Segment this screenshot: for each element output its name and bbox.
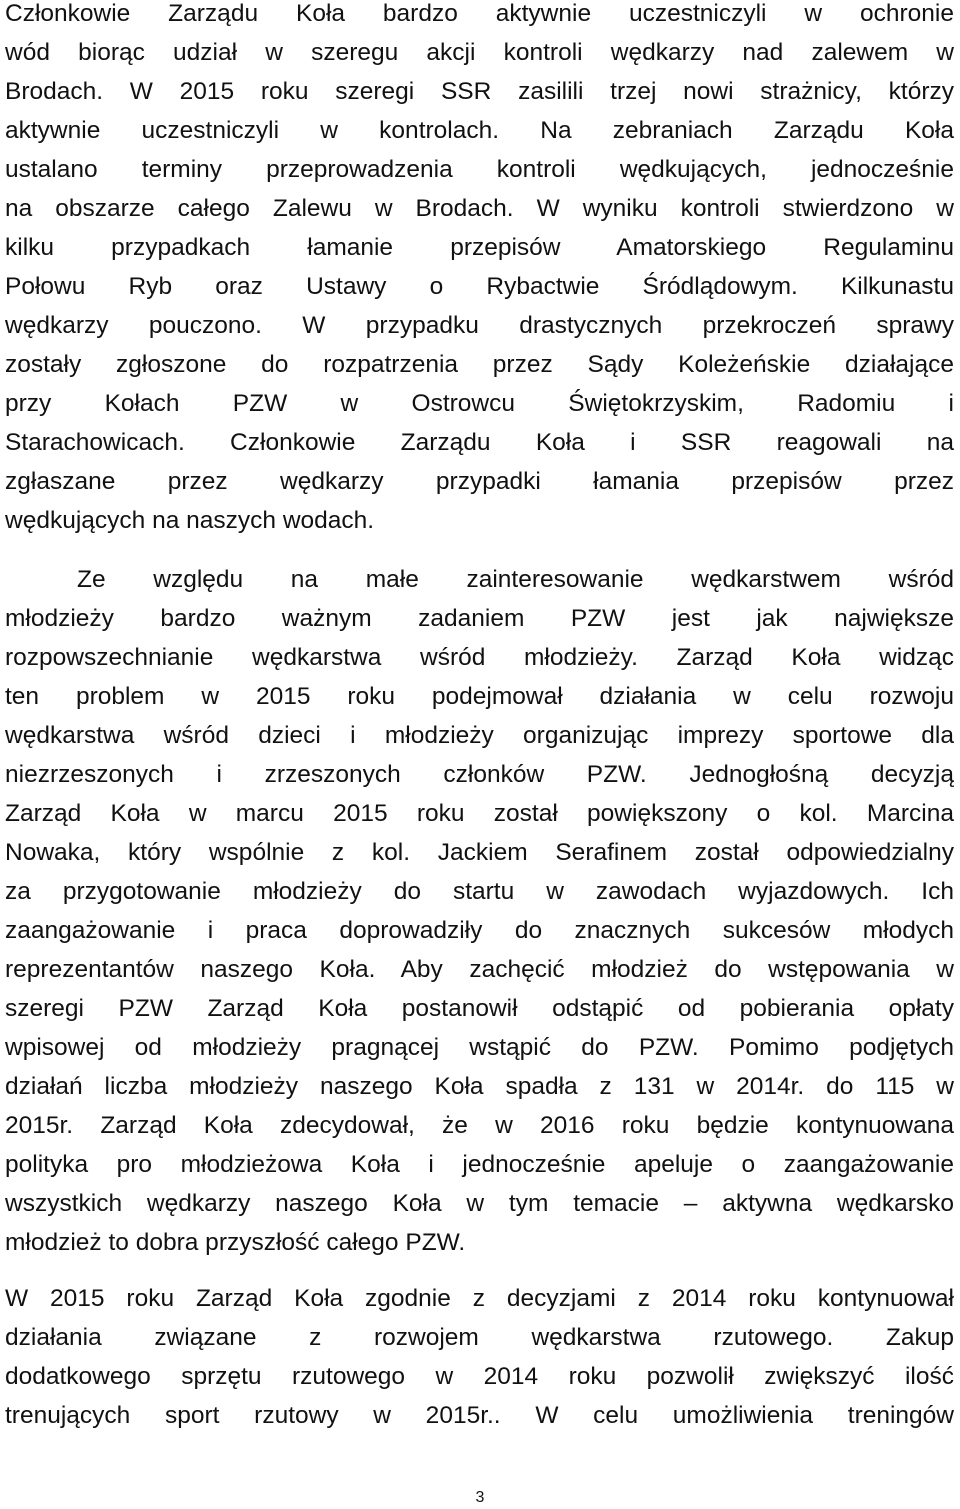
text-line: przy Kołach PZW w Ostrowcu Świętokrzyskim, Radomiu i (5, 390, 954, 417)
text-line: ustalano terminy przeprowadzenia kontroli wędkujących, jednocześnie (5, 156, 954, 183)
paragraph-ssr-controls (5, 0, 954, 540)
paragraph-youth-fishing (5, 560, 954, 1262)
text-line: zgłaszane przez wędkarzy przypadki łamania przepisów przez (5, 468, 954, 495)
text-line: wszystkich wędkarzy naszego Koła w tym temacie – aktywna wędkarsko (5, 1190, 954, 1217)
text-line: Członkowie Zarządu Koła bardzo aktywnie uczestniczyli w ochronie (5, 0, 954, 27)
document-page (5, 0, 954, 1509)
text-line: aktywnie uczestniczyli w kontrolach. Na zebraniach Zarządu Koła (5, 117, 954, 144)
text-line: 2015r. Zarząd Koła zdecydował, że w 2016 roku będzie kontynuowana (5, 1112, 954, 1139)
text-line: Brodach. W 2015 roku szeregi SSR zasilili trzej nowi strażnicy, którzy (5, 78, 954, 105)
text-line: reprezentantów naszego Koła. Aby zachęcić młodzież do wstępowania w (5, 956, 954, 983)
text-line: działań liczba młodzieży naszego Koła spadła z 131 w 2014r. do 115 w (5, 1073, 954, 1100)
text-line: Starachowicach. Członkowie Zarządu Koła i SSR reagowali na (5, 429, 954, 456)
text-line: Nowaka, który wspólnie z kol. Jackiem Serafinem został odpowiedzialny (5, 839, 954, 866)
text-line: W 2015 roku Zarząd Koła zgodnie z decyzjami z 2014 roku kontynuował (5, 1285, 954, 1312)
text-line: wpisowej od młodzieży pragnącej wstąpić do PZW. Pomimo podjętych (5, 1034, 954, 1061)
text-line: wód biorąc udział w szeregu akcji kontroli wędkarzy nad zalewem w (5, 39, 954, 66)
text-line: zaangażowanie i praca doprowadziły do znacznych sukcesów młodych (5, 917, 954, 944)
text-line: wędkarstwa wśród dzieci i młodzieży organizując imprezy sportowe dla (5, 722, 954, 749)
text-line: Zarząd Koła w marcu 2015 roku został powiększony o kol. Marcina (5, 800, 954, 827)
text-line: Połowu Ryb oraz Ustawy o Rybactwie Śródlądowym. Kilkunastu (5, 273, 954, 300)
paragraph-casting-sport (5, 1279, 954, 1435)
text-line: dodatkowego sprzętu rzutowego w 2014 roku pozwolił zwiększyć ilość (5, 1363, 954, 1390)
text-line: ten problem w 2015 roku podejmował działania w celu rozwoju (5, 683, 954, 710)
text-line: młodzieży bardzo ważnym zadaniem PZW jest jak największe (5, 605, 954, 632)
text-line: za przygotowanie młodzieży do startu w zawodach wyjazdowych. Ich (5, 878, 954, 905)
text-line: działania związane z rozwojem wędkarstwa rzutowego. Zakup (5, 1324, 954, 1351)
text-line: kilku przypadkach łamanie przepisów Amatorskiego Regulaminu (5, 234, 954, 261)
text-line: szeregi PZW Zarząd Koła postanowił odstąpić od pobierania opłaty (5, 995, 954, 1022)
text-line: rozpowszechnianie wędkarstwa wśród młodzieży. Zarząd Koła widząc (5, 644, 954, 671)
text-line: młodzież to dobra przyszłość całego PZW. (5, 1229, 466, 1256)
text-line: zostały zgłoszone do rozpatrzenia przez Sądy Koleżeńskie działające (5, 351, 954, 378)
text-line: na obszarze całego Zalewu w Brodach. W wyniku kontroli stwierdzono w (5, 195, 954, 222)
page-number: 3 (475, 1489, 485, 1506)
text-line: wędkarzy pouczono. W przypadku drastycznych przekroczeń sprawy (5, 312, 954, 339)
text-line: polityka pro młodzieżowa Koła i jednocześnie apeluje o zaangażowanie (5, 1151, 954, 1178)
text-line: wędkujących na naszych wodach. (5, 507, 375, 534)
text-line: niezrzeszonych i zrzeszonych członków PZW. Jednogłośną decyzją (5, 761, 954, 788)
text-line: trenujących sport rzutowy w 2015r.. W celu umożliwienia treningów (5, 1402, 954, 1429)
text-line: Ze względu na małe zainteresowanie wędkarstwem wśród (77, 566, 954, 593)
